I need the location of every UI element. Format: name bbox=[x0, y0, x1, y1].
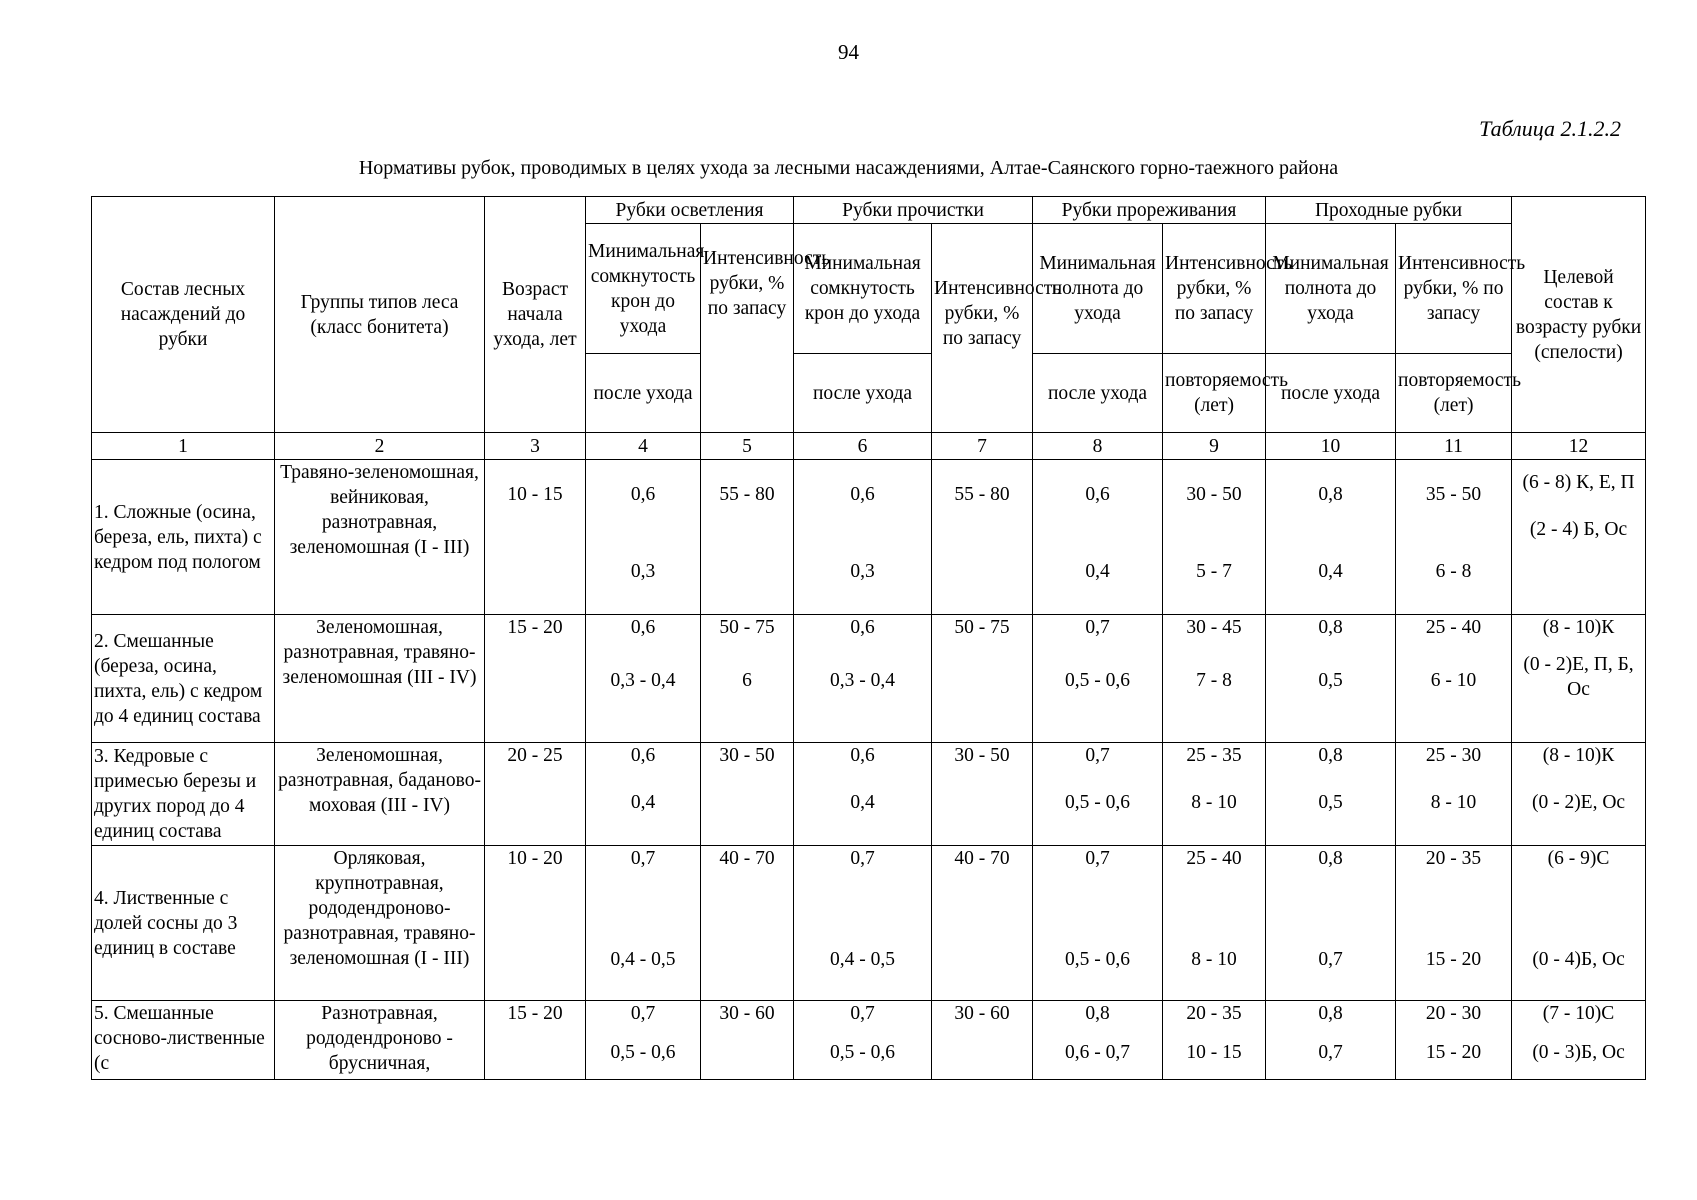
value-cell: 50 - 75 6 bbox=[701, 615, 794, 743]
header-col7: Интенсивность рубки, % по запасу bbox=[932, 224, 1033, 433]
value-cell: 25 - 35 8 - 10 bbox=[1163, 743, 1266, 846]
header-group-prohodnye: Проходные рубки bbox=[1266, 197, 1512, 224]
value-cell: 25 - 40 8 - 10 bbox=[1163, 846, 1266, 1001]
target-composition-cell: (8 - 10)К (0 - 2)Е, П, Б, Ос bbox=[1512, 615, 1646, 743]
column-number: 6 bbox=[794, 433, 932, 460]
value-cell: 0,7 0,4 - 0,5 bbox=[586, 846, 701, 1001]
column-number: 9 bbox=[1163, 433, 1266, 460]
composition-cell: 3. Кедровые с примесью березы и других пород до 4 единиц состава bbox=[92, 743, 275, 846]
age-cell: 15 - 20 bbox=[485, 1001, 586, 1080]
page-number: 94 bbox=[838, 40, 859, 64]
value-cell: 55 - 80 bbox=[701, 460, 794, 615]
value-cell: 30 - 60 bbox=[932, 1001, 1033, 1080]
value-cell: 40 - 70 bbox=[701, 846, 794, 1001]
column-number: 7 bbox=[932, 433, 1033, 460]
target-composition-cell: (7 - 10)С (0 - 3)Б, Ос bbox=[1512, 1001, 1646, 1080]
header-col11-top: Интенсивность рубки, % по запасу bbox=[1396, 224, 1512, 354]
header-col9-top: Интенсивность рубки, % по запасу bbox=[1163, 224, 1266, 354]
value-cell: 0,7 0,5 - 0,6 bbox=[794, 1001, 932, 1080]
header-row-groups bbox=[92, 197, 1646, 224]
table-row bbox=[92, 460, 1646, 615]
value-cell: 0,6 0,3 - 0,4 bbox=[794, 615, 932, 743]
value-cell: 30 - 50 bbox=[701, 743, 794, 846]
value-cell: 0,7 0,5 - 0,6 bbox=[1033, 846, 1163, 1001]
header-age: Возраст начала ухода, лет bbox=[485, 197, 586, 433]
value-cell: 0,6 0,4 bbox=[794, 743, 932, 846]
value-cell: 30 - 50 bbox=[932, 743, 1033, 846]
value-cell: 35 - 50 6 - 8 bbox=[1396, 460, 1512, 615]
header-target-composition: Целевой состав к возрасту рубки (спелости) bbox=[1512, 197, 1646, 433]
header-col8-top: Минимальная полнота до ухода bbox=[1033, 224, 1163, 354]
value-cell: 25 - 30 8 - 10 bbox=[1396, 743, 1512, 846]
column-number: 5 bbox=[701, 433, 794, 460]
age-cell: 10 - 15 bbox=[485, 460, 586, 615]
norms-table bbox=[91, 196, 1646, 1080]
age-cell: 15 - 20 bbox=[485, 615, 586, 743]
header-col6-top: Минимальная сомкнутость крон до ухода bbox=[794, 224, 932, 354]
age-cell: 20 - 25 bbox=[485, 743, 586, 846]
header-composition: Состав лесных насаждений до рубки bbox=[92, 197, 275, 433]
column-number: 11 bbox=[1396, 433, 1512, 460]
column-number: 10 bbox=[1266, 433, 1396, 460]
table-row bbox=[92, 846, 1646, 1001]
column-number: 4 bbox=[586, 433, 701, 460]
value-cell: 0,6 0,4 bbox=[1033, 460, 1163, 615]
value-cell: 0,7 0,5 - 0,6 bbox=[1033, 743, 1163, 846]
forest-types-cell: Разнотравная, рододендроново - брусничная, bbox=[275, 1001, 485, 1080]
header-col8-bottom: после ухода bbox=[1033, 354, 1163, 433]
forest-types-cell: Зеленомошная, разнотравная, травяно-зеленомошная (III - IV) bbox=[275, 615, 485, 743]
value-cell: 40 - 70 bbox=[932, 846, 1033, 1001]
table-row bbox=[92, 615, 1646, 743]
value-cell: 20 - 35 10 - 15 bbox=[1163, 1001, 1266, 1080]
value-cell: 20 - 30 15 - 20 bbox=[1396, 1001, 1512, 1080]
header-group-prorezhivanie: Рубки прореживания bbox=[1033, 197, 1266, 224]
value-cell: 0,7 0,5 - 0,6 bbox=[1033, 615, 1163, 743]
column-number-row bbox=[92, 433, 1646, 460]
value-cell: 50 - 75 bbox=[932, 615, 1033, 743]
header-col11-bottom: повторяемость (лет) bbox=[1396, 354, 1512, 433]
forest-types-cell: Травяно-зеленомошная, вейниковая, разнотравная, зеленомошная (I - III) bbox=[275, 460, 485, 615]
composition-cell: 2. Смешанные (береза, осина, пихта, ель) с кедром до 4 единиц состава bbox=[92, 615, 275, 743]
column-number: 3 bbox=[485, 433, 586, 460]
value-cell: 0,7 0,4 - 0,5 bbox=[794, 846, 932, 1001]
value-cell: 0,6 0,3 bbox=[794, 460, 932, 615]
value-cell: 0,8 0,7 bbox=[1266, 846, 1396, 1001]
composition-cell: 1. Сложные (осина, береза, ель, пихта) с кедром под пологом bbox=[92, 460, 275, 615]
value-cell: 30 - 50 5 - 7 bbox=[1163, 460, 1266, 615]
header-col10-bottom: после ухода bbox=[1266, 354, 1396, 433]
target-composition-cell: (6 - 8) К, Е, П (2 - 4) Б, Ос bbox=[1512, 460, 1646, 615]
header-group-osvetlenie: Рубки осветления bbox=[586, 197, 794, 224]
table-row bbox=[92, 1001, 1646, 1080]
column-number: 1 bbox=[92, 433, 275, 460]
composition-cell: 5. Смешанные сосново-лиственные (с bbox=[92, 1001, 275, 1080]
column-number: 8 bbox=[1033, 433, 1163, 460]
header-col4-top: Минимальная сомкнутость крон до ухода bbox=[586, 224, 701, 354]
target-composition-cell: (6 - 9)С (0 - 4)Б, Ос bbox=[1512, 846, 1646, 1001]
header-col6-bottom: после ухода bbox=[794, 354, 932, 433]
target-composition-cell: (8 - 10)К (0 - 2)Е, Ос bbox=[1512, 743, 1646, 846]
header-col4-bottom: после ухода bbox=[586, 354, 701, 433]
table-title: Нормативы рубок, проводимых в целях ухода за лесными насаждениями, Алтае-Саянского горно-таежного района bbox=[358, 157, 1339, 179]
composition-cell: 4. Лиственные с долей сосны до 3 единиц в составе bbox=[92, 846, 275, 1001]
value-cell: 0,8 0,5 bbox=[1266, 743, 1396, 846]
column-number: 2 bbox=[275, 433, 485, 460]
value-cell: 25 - 40 6 - 10 bbox=[1396, 615, 1512, 743]
header-col5: Интенсивность рубки, % по запасу bbox=[701, 224, 794, 433]
value-cell: 0,6 0,3 - 0,4 bbox=[586, 615, 701, 743]
age-cell: 10 - 20 bbox=[485, 846, 586, 1001]
value-cell: 0,6 0,4 bbox=[586, 743, 701, 846]
table-label: Таблица 2.1.2.2 bbox=[1479, 116, 1621, 141]
value-cell: 0,8 0,7 bbox=[1266, 1001, 1396, 1080]
forest-types-cell: Зеленомошная, разнотравная, баданово-моховая (III - IV) bbox=[275, 743, 485, 846]
value-cell: 30 - 45 7 - 8 bbox=[1163, 615, 1266, 743]
value-cell: 20 - 35 15 - 20 bbox=[1396, 846, 1512, 1001]
value-cell: 0,8 0,4 bbox=[1266, 460, 1396, 615]
header-forest-types: Группы типов леса (класс бонитета) bbox=[275, 197, 485, 433]
table-row bbox=[92, 743, 1646, 846]
value-cell: 0,6 0,3 bbox=[586, 460, 701, 615]
value-cell: 0,7 0,5 - 0,6 bbox=[586, 1001, 701, 1080]
column-number: 12 bbox=[1512, 433, 1646, 460]
value-cell: 0,8 0,5 bbox=[1266, 615, 1396, 743]
value-cell: 30 - 60 bbox=[701, 1001, 794, 1080]
header-col10-top: Минимальная полнота до ухода bbox=[1266, 224, 1396, 354]
header-col9-bottom: повторяемость (лет) bbox=[1163, 354, 1266, 433]
value-cell: 0,8 0,6 - 0,7 bbox=[1033, 1001, 1163, 1080]
forest-types-cell: Орляковая, крупнотравная, рододендроново-разнотравная, травяно-зеленомошная (I - III) bbox=[275, 846, 485, 1001]
header-group-prochistka: Рубки прочистки bbox=[794, 197, 1033, 224]
value-cell: 55 - 80 bbox=[932, 460, 1033, 615]
